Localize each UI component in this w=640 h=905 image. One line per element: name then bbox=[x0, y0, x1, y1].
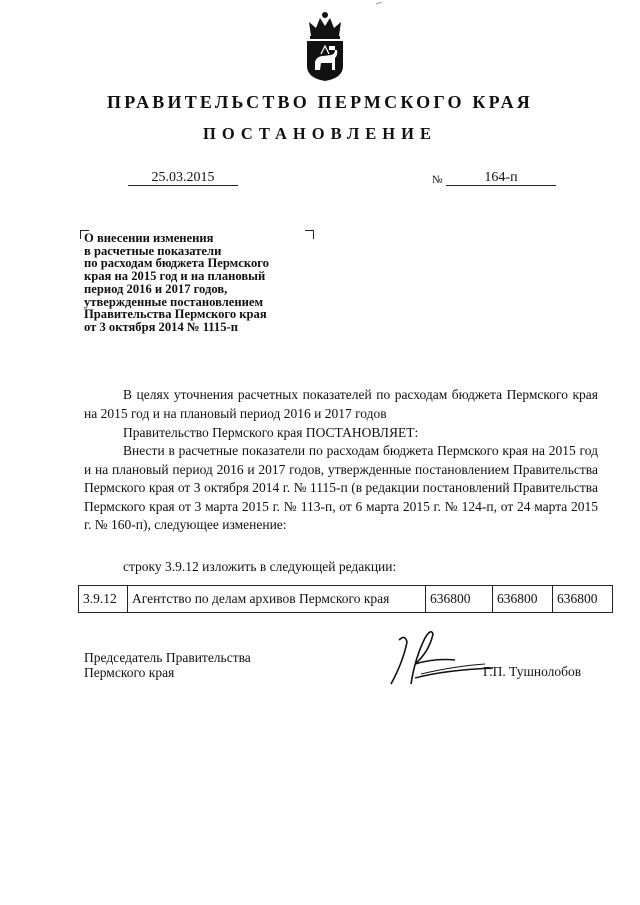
document-type: ПОСТАНОВЛЕНИЕ bbox=[203, 124, 437, 143]
body-paragraph-4: строку 3.9.12 изложить в следующей редакции: bbox=[123, 559, 397, 574]
government-title: ПРАВИТЕЛЬСТВО ПЕРМСКОГО КРАЯ bbox=[107, 92, 533, 112]
table-cell-2016: 636800 bbox=[493, 586, 553, 613]
scan-artifact bbox=[376, 2, 382, 5]
body-paragraph-3: Внести в расчетные показатели по расходам бюджета Пермского края на 2015 год и на плановый период 2016 и 2017 годов, утвержденные постановлением Правительства Пермского края от 3 октября 2014 г. № 1115-п (в редакции постановлений Правительства Пермского края от 3 марта 2015 г. № 113-п, от 6 марта 2015 г. № 124-п, от 24 марта 2015 г. № 160-п), следующее изменение: bbox=[84, 443, 598, 532]
coat-of-arms-icon bbox=[301, 10, 349, 82]
number-sign: № bbox=[432, 174, 443, 186]
body-paragraph-1: В целях уточнения расчетных показателей по расходам бюджета Пермского края на 2015 год и на плановый период 2016 и 2017 годов bbox=[84, 387, 598, 421]
table-cell-code: 3.9.12 bbox=[79, 586, 128, 613]
document-date: 25.03.2015 bbox=[128, 171, 238, 186]
amendment-table bbox=[78, 585, 613, 613]
table-cell-2017: 636800 bbox=[553, 586, 613, 613]
signer-title: Председатель Правительства Пермского края bbox=[84, 650, 251, 680]
handwritten-signature bbox=[385, 618, 495, 688]
table-cell-organization: Агентство по делам архивов Пермского края bbox=[128, 586, 426, 613]
document-subject: О внесении изменения в расчетные показатели по расходам бюджета Пермского края на 2015 год и на плановый период 2016 и 2017 годов, утвержденные постановлением Правительства Пермского края от 3 октября 2014 № 1115-п bbox=[84, 231, 269, 334]
table-row bbox=[79, 586, 613, 613]
body-paragraph-2: Правительство Пермского края ПОСТАНОВЛЯЕТ: bbox=[123, 425, 419, 440]
signer-name: Г.П. Тушнолобов bbox=[483, 664, 582, 679]
document-number: 164-п bbox=[446, 171, 556, 186]
table-cell-2015: 636800 bbox=[426, 586, 493, 613]
